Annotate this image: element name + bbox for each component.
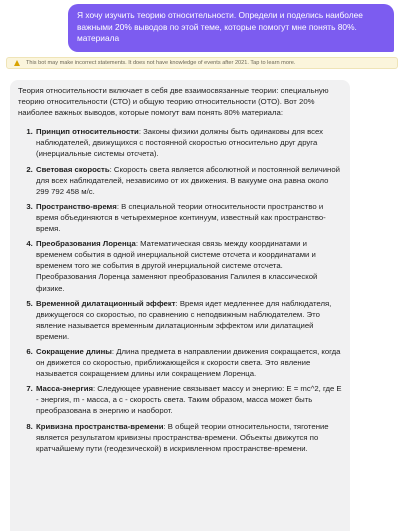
- point-term: Световая скорость: [36, 164, 110, 174]
- point-term: Кривизна пространства-времени: [36, 421, 164, 431]
- point-term: Принцип относительности: [36, 127, 139, 137]
- disclaimer-banner[interactable]: [6, 57, 398, 69]
- point-text: : Следующее уравнение связывает массу и энергию: E = mc^2, где E - энергия, m - масса, а c - скорость света. Таким образом, масса может быть преобразована в энергию и наоборот.: [36, 384, 342, 416]
- warning-icon: [14, 60, 20, 66]
- disclaimer-text: This bot may make incorrect statements. It does not have knowledge of events after 2021. Tap to learn more.: [26, 60, 296, 66]
- point-text: : Длина предмета в направлении движения сокращается, когда он движется со скоростью, приближающейся к скорости света. Это явление называется сокращением длины или сокращением Лоренца.: [36, 346, 341, 379]
- bot-message-bubble[interactable]: [10, 80, 350, 531]
- point-text: : Законы физики должны быть одинаковы для всех наблюдателей, движущихся с постоянной скоростью относительно друг друга (инерциальные системы отсчета).: [36, 127, 324, 159]
- point-term: Временной дилатационный эффект: [36, 298, 176, 308]
- key-points-list: [18, 126, 342, 454]
- point-text: : В специальной теории относительности пространство и время объединяются в четырехмерное континуум, известный как пространство-время.: [36, 201, 326, 234]
- point-term: Сокращение длины: [36, 346, 112, 356]
- point-text: : Скорость света является абсолютной и постоянной величиной для всех наблюдателей, независимо от их движения. В вакууме она равна около 299 792 458 м/с.: [36, 164, 340, 196]
- list-item: [35, 298, 342, 342]
- point-text: : Математическая связь между координатами и временем события в одной инерциальной системе отсчета и координатами и временем того же события в другой инерциальной системе отсчета. Преобразования Лоренца заменяют преобразования Галилея в классической физике.: [36, 239, 318, 293]
- point-term: Преобразования Лоренца: [36, 239, 136, 249]
- list-item: [35, 346, 342, 379]
- user-message-text: Я хочу изучить теорию относительности. Определи и поделись наиболее важными 20% выводов по этой теме, которые помогут мне понять 80%. материала: [77, 10, 363, 44]
- list-item: [35, 383, 342, 416]
- point-text: : В общей теории относительности, тяготение является результатом кривизны пространства-времени. Объекты движутся по кратчайшему пути (геодезической) в искривленном пространстве-времени.: [36, 421, 329, 453]
- list-item: [35, 164, 342, 197]
- list-item: [35, 238, 342, 293]
- point-text: : Время идет медленнее для наблюдателя, движущегося со скоростью, по сравнению с неподвижным наблюдателем. Это явление называется временным дилатационным эффектом или дилатацией времени.: [36, 298, 332, 341]
- list-item: [35, 201, 342, 234]
- list-item: [35, 126, 342, 159]
- point-term: Пространство-время: [36, 201, 117, 211]
- bot-message-intro: Теория относительности включает в себя две взаимосвязанные теории: специальную теорию относительности (СТО) и общую теорию относительности (ОТО). Вот 20% наиболее важных выводов, которые помогут вам понять 80% материала:: [18, 86, 329, 118]
- point-term: Масса-энергия: [36, 384, 93, 394]
- user-message-bubble[interactable]: [68, 4, 394, 52]
- list-item: [35, 421, 342, 454]
